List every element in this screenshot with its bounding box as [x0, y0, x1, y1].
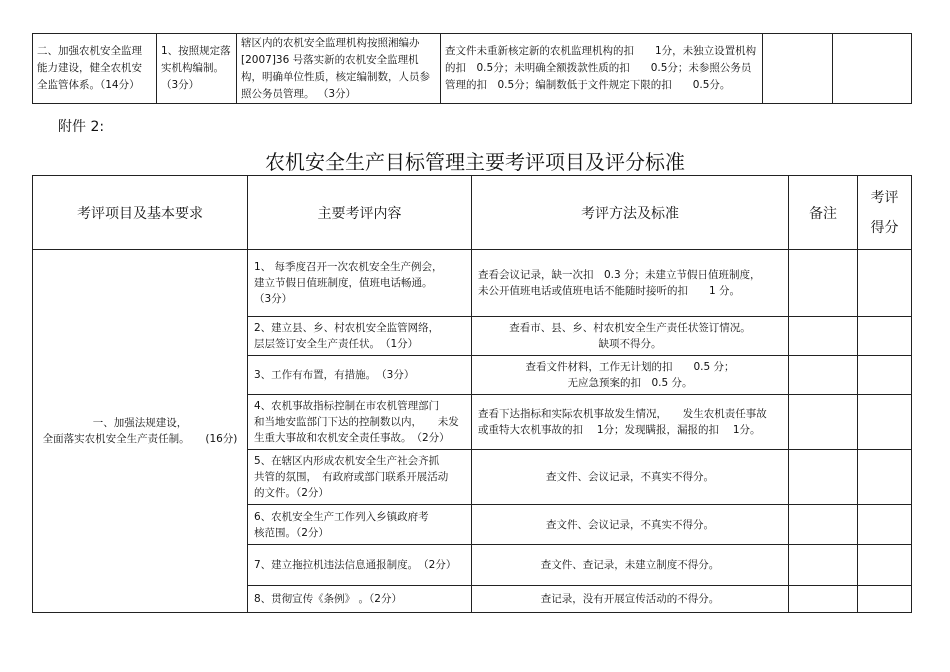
- note-cell: [763, 34, 833, 104]
- section-item-cell: 一、加强法规建设， 全面落实农机安全生产责任制。 (16分): [33, 250, 248, 613]
- note-cell: [789, 505, 858, 545]
- method-cell: 查文件、查记录，未建立制度不得分。: [472, 545, 789, 586]
- content-cell: 3、工作有布置，有措施。 （3分）: [248, 356, 472, 395]
- score-cell: [858, 395, 912, 450]
- content-cell: 8、贯彻宣传《条例》 。（2分）: [248, 586, 472, 613]
- content-cell: 4、农机事故指标控制在市农机管理部门 和当地安监部门下达的控制数以内， 未发 生重大事故和农机安全责任事故。 （2分）: [248, 395, 472, 450]
- content-cell: 7、建立拖拉机违法信息通报制度。 （2分）: [248, 545, 472, 586]
- requirement-cell: 1、按照规定落实机构编制。（3分）: [157, 34, 237, 104]
- note-cell: [789, 586, 858, 613]
- attachment-label: 附件 2:: [58, 119, 105, 135]
- header-row: [33, 176, 912, 250]
- method-cell: 查看文件材料，工作无计划的扣 0.5 分； 无应急预案的扣 0.5 分。: [472, 356, 789, 395]
- score-cell: [858, 250, 912, 317]
- content-cell: 5、在辖区内形成农机安全生产社会齐抓 共管的氛围， 有政府或部门联系开展活动 的文件。（2分）: [248, 450, 472, 505]
- note-cell: [789, 250, 858, 317]
- table-row: [33, 250, 912, 317]
- header-content: 主要考评内容: [248, 176, 472, 250]
- content-cell: 1、 每季度召开一次农机安全生产例会， 建立节假日值班制度，值班电话畅通。 （3分）: [248, 250, 472, 317]
- note-cell: [789, 356, 858, 395]
- method-cell: 查文件、会议记录，不真实不得分。: [472, 450, 789, 505]
- score-cell: [858, 450, 912, 505]
- score-cell: [858, 586, 912, 613]
- score-cell: [858, 356, 912, 395]
- header-item: 考评项目及基本要求: [33, 176, 248, 250]
- score-cell: [858, 505, 912, 545]
- score-cell: [858, 545, 912, 586]
- prior-section-table: [32, 33, 912, 104]
- page-title: 农机安全生产目标管理主要考评项目及评分标准: [265, 150, 685, 174]
- table-row: [33, 34, 912, 104]
- evaluation-table: [32, 175, 912, 613]
- header-method: 考评方法及标准: [472, 176, 789, 250]
- note-cell: [789, 450, 858, 505]
- content-cell: 辖区内的农机安全监理机构按照湘编办[2007]36 号落实新的农机安全监理机构，明确单位性质，核定编制数，人员参照公务员管理。 （3分）: [237, 34, 441, 104]
- method-cell: 查看市、县、乡、村农机安全生产责任状签订情况。 缺项不得分。: [472, 317, 789, 356]
- header-score: 考评 得分: [858, 176, 912, 250]
- note-cell: [789, 395, 858, 450]
- method-cell: 查文件、会议记录，不真实不得分。: [472, 505, 789, 545]
- method-cell: 查记录，没有开展宣传活动的不得分。: [472, 586, 789, 613]
- score-cell: [833, 34, 912, 104]
- note-cell: [789, 317, 858, 356]
- content-cell: 6、农机安全生产工作列入乡镇政府考 核范围。（2分）: [248, 505, 472, 545]
- header-note: 备注: [789, 176, 858, 250]
- score-cell: [858, 317, 912, 356]
- method-cell: 查看会议记录，缺一次扣 0.3 分；未建立节假日值班制度， 未公开值班电话或值班电话不能随时接听的扣 1 分。: [472, 250, 789, 317]
- note-cell: [789, 545, 858, 586]
- method-cell: 查看下达指标和实际农机事故发生情况， 发生农机责任事故 或重特大农机事故的扣 1分；发现瞒报，漏报的扣 1分。: [472, 395, 789, 450]
- method-cell: 查文件未重新核定新的农机监理机构的扣 1分，未独立设置机构的扣 0.5分；未明确全额拨款性质的扣 0.5分；未参照公务员管理的扣 0.5分；编制数低于文件规定下限的扣 0.5分。: [441, 34, 763, 104]
- content-cell: 2、建立县、乡、村农机安全监管网络， 层层签订安全生产责任状。 （1分）: [248, 317, 472, 356]
- item-cell: 二、加强农机安全监理能力建设，健全农机安全监管体系。（14分）: [33, 34, 157, 104]
